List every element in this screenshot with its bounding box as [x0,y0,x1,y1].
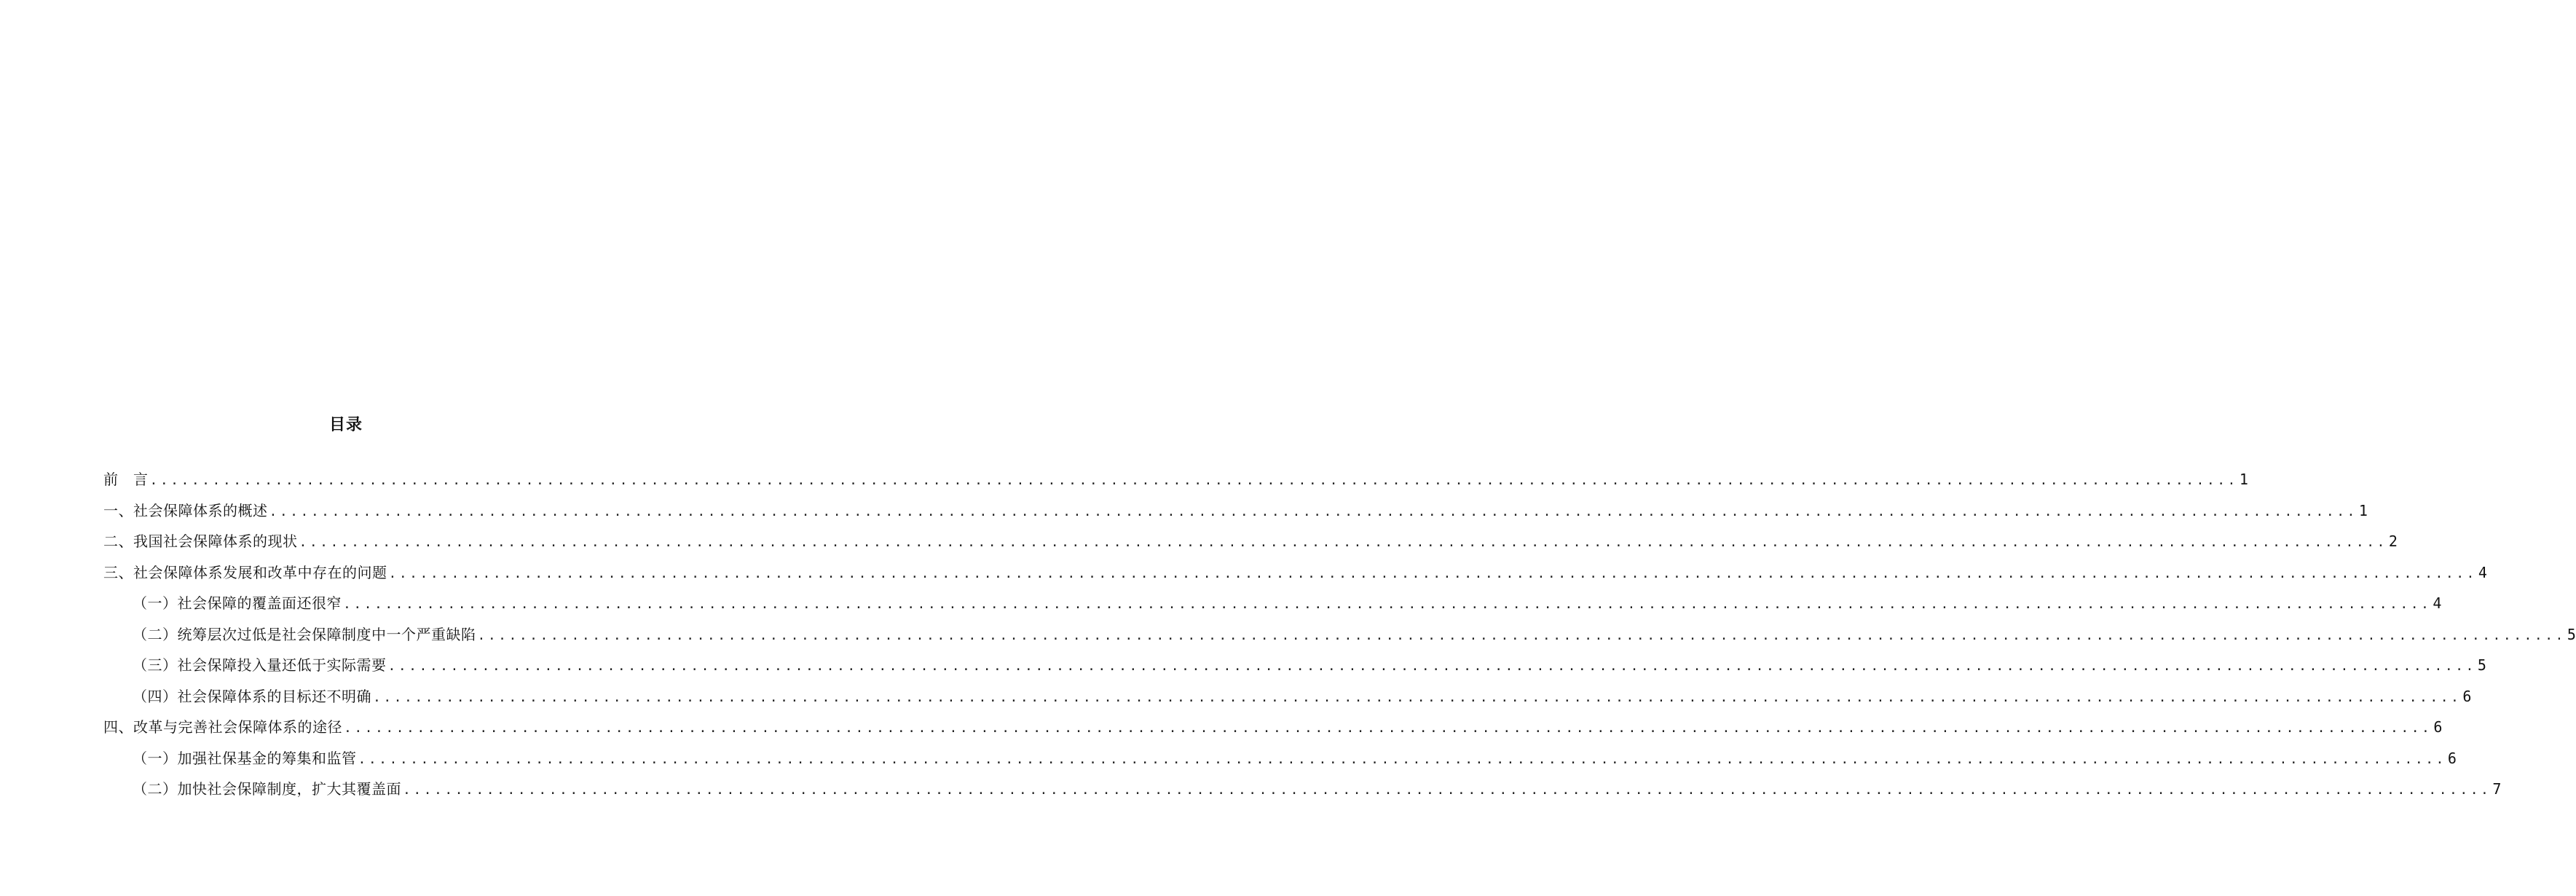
toc-entry[interactable] [103,496,2368,527]
toc-entry[interactable] [103,465,2248,496]
toc-entry-text: （三）社会保障投入量还低于实际需要 [133,656,387,674]
toc-entry-text: （一）社会保障的覆盖面还很窄 [133,594,342,612]
toc-entry-text: 二、我国社会保障体系的现状 [103,533,298,550]
toc-entry-text: （一）加强社保基金的筹集和监管 [133,749,357,767]
toc-entry-text: 一、社会保障体系的概述 [103,501,268,519]
toc-entry-page: 1 [2358,501,2368,519]
toc-entry-page: 6 [2462,687,2472,705]
toc-entry[interactable] [103,651,2486,682]
toc-entry-page: 4 [2433,594,2442,612]
toc-entry-page: 5 [2567,625,2576,643]
toc-entry-page: 1 [2239,471,2248,488]
toc-entry[interactable] [103,774,2502,806]
toc-entry-text: 前 言 [103,471,149,488]
toc-entry-text: （四）社会保障体系的目标还不明确 [133,687,371,705]
toc-list [103,465,2576,806]
toc-entry-page: 2 [2388,533,2398,550]
toc-entry[interactable] [103,620,2576,651]
toc-entry-text: 三、社会保障体系发展和改革中存在的问题 [103,563,387,581]
toc-entry[interactable] [103,527,2398,558]
toc-entry-text: （二）加快社会保障制度，扩大其覆盖面 [133,780,401,798]
toc-entry-text: 四、改革与完善社会保障体系的途径 [103,718,342,736]
toc-entry-text: （二）统筹层次过低是社会保障制度中一个严重缺陷 [133,625,476,643]
toc-entry-page: 5 [2477,656,2486,674]
dot-leader: ........................................................................................................................................................................................................ [477,627,2566,643]
toc-entry[interactable] [103,712,2443,744]
dot-leader: ........................................................................................................................................................................................................ [269,503,2358,519]
toc-title: 目录 [328,416,363,434]
dot-leader: ........................................................................................................................................................................................................ [403,782,2492,798]
dot-leader: ........................................................................................................................................................................................................ [299,535,2387,550]
dot-leader: ........................................................................................................................................................................................................ [388,565,2477,581]
dot-leader: ........................................................................................................................................................................................................ [149,473,2238,488]
toc-entry-page: 7 [2492,780,2502,798]
toc-entry-page: 6 [2447,749,2457,767]
toc-entry-page: 4 [2478,563,2487,581]
dot-leader: ........................................................................................................................................................................................................ [343,597,2432,612]
toc-entry[interactable] [103,589,2442,620]
dot-leader: ........................................................................................................................................................................................................ [358,751,2446,767]
dot-leader: ........................................................................................................................................................................................................ [373,689,2462,705]
dot-leader: ........................................................................................................................................................................................................ [387,659,2476,674]
toc-entry[interactable] [103,558,2487,589]
dot-leader: ........................................................................................................................................................................................................ [344,720,2433,736]
toc-entry-page: 6 [2433,718,2443,736]
toc-entry[interactable] [103,682,2472,713]
toc-entry[interactable] [103,744,2457,775]
